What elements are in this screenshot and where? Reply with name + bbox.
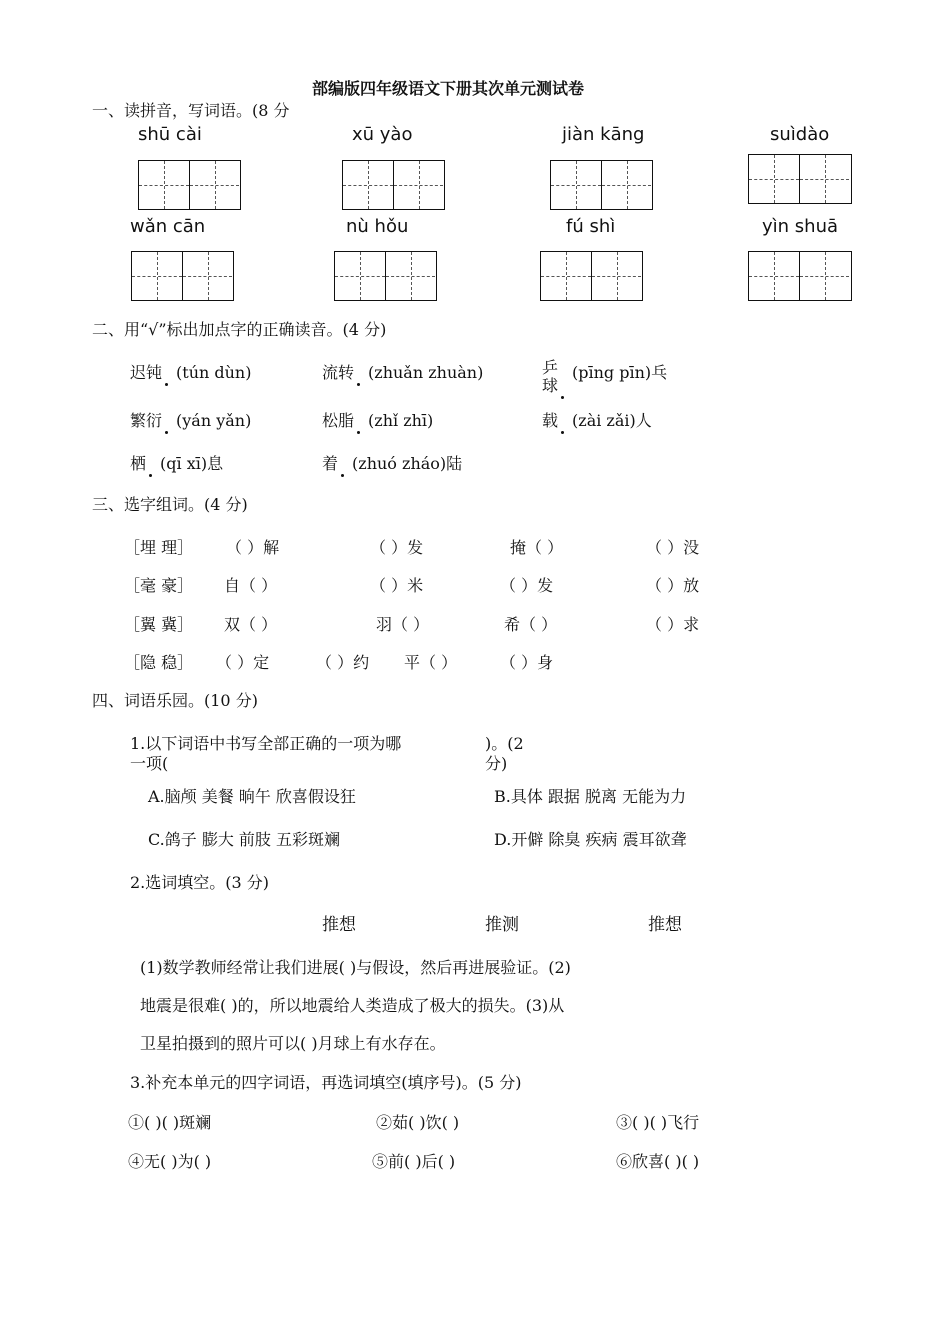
item-zairen: 载 (zài zǎi)人 bbox=[542, 411, 652, 430]
s3-row-4-blank-1[interactable]: （ ）定 bbox=[216, 653, 270, 672]
pinyin-6: nù hǒu bbox=[346, 216, 409, 237]
q1-text-d: 分) bbox=[485, 754, 508, 773]
s3-row-4-label: ［隐 稳］ bbox=[124, 653, 194, 672]
item-pingpang: 乒 球(pīng pīn)乓 bbox=[542, 358, 668, 395]
item-chidun: 迟钝 (tún dùn) bbox=[130, 363, 252, 382]
pinyin-8: yìn shuā bbox=[762, 216, 839, 237]
s3-row-1-label: ［埋 理］ bbox=[124, 538, 194, 557]
q2-line-1: (1)数学教师经常让我们进展( )与假设，然后再进展验证。(2) bbox=[140, 958, 571, 977]
section-4-heading: 四、词语乐园。(10 分) bbox=[92, 691, 258, 710]
q1-text-c: )。(2 bbox=[485, 734, 524, 753]
writing-grid-5[interactable] bbox=[131, 251, 234, 301]
writing-grid-8[interactable] bbox=[748, 251, 852, 301]
s3-row-3-blank-2[interactable]: 羽（ ） bbox=[376, 615, 430, 634]
pinyin-5: wǎn cān bbox=[130, 216, 206, 237]
writing-grid-2[interactable] bbox=[342, 160, 445, 210]
section-2-heading: 二、用“√”标出加点字的正确读音。(4 分) bbox=[92, 320, 387, 339]
s3-row-3-label: ［翼 冀］ bbox=[124, 615, 194, 634]
s3-row-2-label: ［毫 豪］ bbox=[124, 576, 194, 595]
s3-row-2-blank-3[interactable]: （ ）发 bbox=[500, 576, 554, 595]
s3-row-1-blank-1[interactable]: （ ）解 bbox=[226, 538, 280, 557]
s3-row-1-blank-2[interactable]: （ ）发 bbox=[370, 538, 424, 557]
s3-row-2-blank-2[interactable]: （ ）米 bbox=[370, 576, 424, 595]
q2-heading: 2.选词填空。(3 分) bbox=[130, 873, 270, 892]
q1-text-b: 一项( bbox=[130, 754, 169, 773]
item-songzhi: 松脂 (zhǐ zhī) bbox=[322, 411, 434, 430]
q3-item-2[interactable]: ②茹( )饮( ) bbox=[376, 1113, 460, 1132]
page-title: 部编版四年级语文下册其次单元测试卷 bbox=[312, 79, 585, 98]
q2-line-2: 地震是很难( )的，所以地震给人类造成了极大的损失。(3)从 bbox=[140, 996, 565, 1015]
s3-row-4-blank-3[interactable]: 平（ ） bbox=[404, 653, 458, 672]
q3-item-1[interactable]: ①( )( )斑斓 bbox=[128, 1113, 212, 1132]
pinyin-7: fú shì bbox=[566, 216, 616, 237]
word-choice-3: 推想 bbox=[648, 915, 682, 935]
q1-option-c[interactable]: C.鸽子 膨大 前肢 五彩斑斓 bbox=[148, 830, 341, 849]
s3-row-3-blank-1[interactable]: 双（ ） bbox=[224, 615, 278, 634]
pinyin-3: jiàn kāng bbox=[562, 124, 645, 145]
writing-grid-4[interactable] bbox=[748, 154, 852, 204]
pinyin-2: xū yào bbox=[352, 124, 413, 145]
s3-row-3-blank-3[interactable]: 希（ ） bbox=[504, 615, 558, 634]
q1-text-a: 1.以下词语中书写全部正确的一项为哪 bbox=[130, 734, 402, 753]
q3-heading: 3.补充本单元的四字词语，再选词填空(填序号)。(5 分) bbox=[130, 1073, 522, 1092]
pinyin-4: suìdào bbox=[770, 124, 830, 145]
q3-item-5[interactable]: ⑤前( )后( ) bbox=[372, 1152, 456, 1171]
q1-option-b[interactable]: B.具体 跟据 脱离 无能为力 bbox=[494, 787, 687, 806]
item-fanyan: 繁衍 (yán yǎn) bbox=[130, 411, 252, 430]
word-choice-1: 推想 bbox=[322, 915, 356, 935]
writing-grid-3[interactable] bbox=[550, 160, 653, 210]
s3-row-4-blank-4[interactable]: （ ）身 bbox=[500, 653, 554, 672]
s3-row-3-blank-4[interactable]: （ ）求 bbox=[646, 615, 700, 634]
q3-item-4[interactable]: ④无( )为( ) bbox=[128, 1152, 212, 1171]
q3-item-6[interactable]: ⑥欣喜( )( ) bbox=[616, 1152, 700, 1171]
word-choice-2: 推测 bbox=[485, 915, 519, 935]
q1-option-a[interactable]: A.脑颅 美餐 晌午 欣喜假设狂 bbox=[148, 787, 356, 806]
writing-grid-6[interactable] bbox=[334, 251, 437, 301]
writing-grid-1[interactable] bbox=[138, 160, 241, 210]
s3-row-2-blank-4[interactable]: （ ）放 bbox=[646, 576, 700, 595]
s3-row-4-blank-2[interactable]: （ ）约 bbox=[316, 653, 370, 672]
writing-grid-7[interactable] bbox=[540, 251, 643, 301]
section-1-heading: 一、读拼音，写词语。(8 分 bbox=[92, 101, 290, 120]
s3-row-2-blank-1[interactable]: 自（ ） bbox=[224, 576, 278, 595]
q2-line-3: 卫星拍摄到的照片可以( )月球上有水存在。 bbox=[140, 1034, 446, 1053]
pinyin-1: shū cài bbox=[138, 124, 202, 145]
section-3-heading: 三、选字组词。(4 分) bbox=[92, 495, 248, 514]
q3-item-3[interactable]: ③( )( )飞行 bbox=[616, 1113, 700, 1132]
q1-option-d[interactable]: D.开僻 除臭 疾病 震耳欲聋 bbox=[494, 830, 687, 849]
item-liuzhuan: 流转 (zhuǎn zhuàn) bbox=[322, 363, 484, 382]
item-qixi: 栖 (qī xī)息 bbox=[130, 454, 224, 473]
s3-row-1-blank-3[interactable]: 掩（ ） bbox=[510, 538, 564, 557]
s3-row-1-blank-4[interactable]: （ ）没 bbox=[646, 538, 700, 557]
item-zhaolu: 着 (zhuó zháo)陆 bbox=[322, 454, 463, 473]
